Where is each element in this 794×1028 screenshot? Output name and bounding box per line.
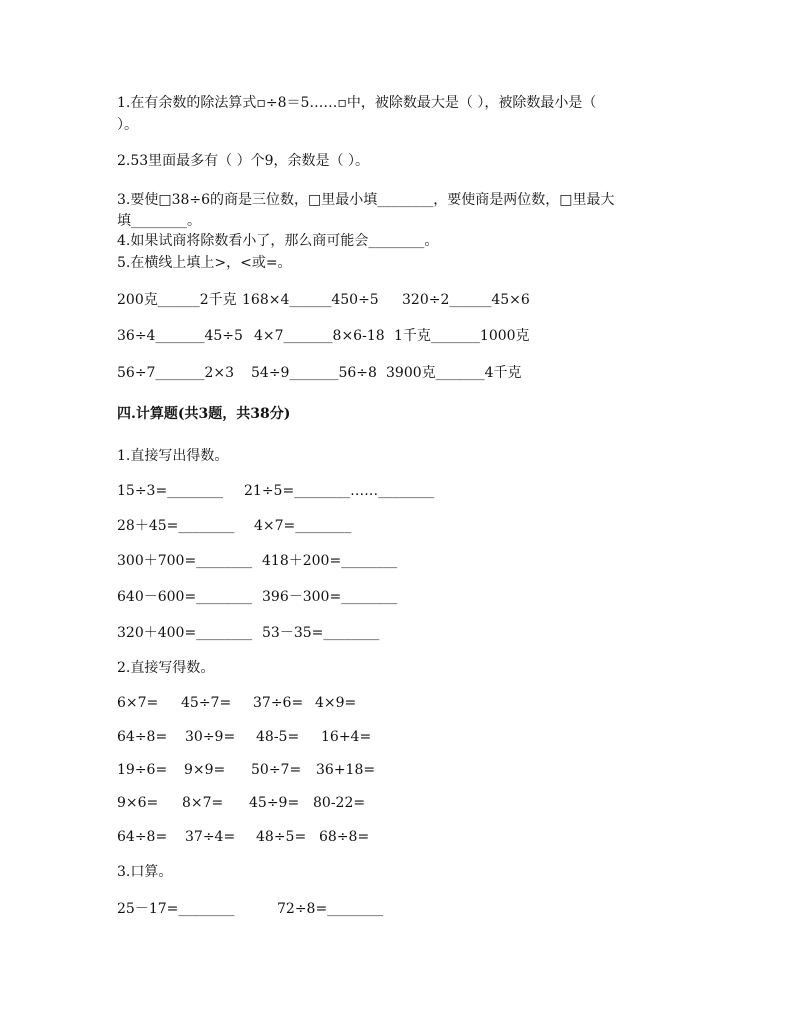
oral-item: 30÷9= <box>185 729 236 745</box>
oral-item: 6×7= <box>117 695 159 711</box>
calc-row <box>117 517 351 535</box>
mental-item: 25－17=________ <box>117 901 235 917</box>
oral-row <box>117 761 375 779</box>
mental-item: 72÷8=________ <box>277 901 384 917</box>
oral-item: 48-5= <box>256 729 300 745</box>
compare-item: 320÷2______45×6 <box>402 292 530 308</box>
question-4: 4.如果试商将除数看小了，那么商可能会________。 <box>117 233 439 249</box>
oral-item: 8×7= <box>182 795 224 811</box>
compare-item: 56÷7_______2×3 <box>117 365 234 381</box>
compare-item: 1千克_______1000克 <box>394 328 530 344</box>
oral-item: 45÷7= <box>181 695 232 711</box>
question-1-line-2: ）。 <box>117 117 138 133</box>
problem-3-title: 3.口算。 <box>117 864 173 880</box>
compare-item: 200克______2千克 <box>117 292 237 308</box>
mental-row <box>117 900 383 918</box>
oral-row <box>117 694 356 712</box>
question-1-line-1: 1.在有余数的除法算式▫÷8＝5……▫中，被除数最大是（ ），被除数最小是（ <box>117 95 597 111</box>
oral-row <box>117 794 365 812</box>
calc-item: 320＋400=________ <box>117 625 253 641</box>
calc-item: 300＋700=________ <box>117 553 253 569</box>
compare-item: 4×7_______8×6-18 <box>254 328 385 344</box>
compare-item: 36÷4_______45÷5 <box>117 328 243 344</box>
oral-item: 80-22= <box>313 795 366 811</box>
compare-row <box>117 291 530 309</box>
calc-row <box>117 624 379 642</box>
oral-item: 48÷5= <box>256 829 307 845</box>
oral-item: 9×9= <box>184 762 226 778</box>
compare-item: 54÷9_______56÷8 <box>251 365 377 381</box>
oral-item: 9×6= <box>117 795 159 811</box>
oral-item: 64÷8= <box>117 729 168 745</box>
calc-item: 28＋45=________ <box>117 518 235 534</box>
calc-item: 396－300=________ <box>262 589 398 605</box>
question-5: 5.在横线上填上>，<或=。 <box>117 255 292 271</box>
oral-item: 45÷9= <box>249 795 300 811</box>
question-3-line-1: 3.要使□38÷6的商是三位数，□里最小填________，要使商是两位数，□里最大 <box>117 192 615 208</box>
oral-item: 36+18= <box>316 762 376 778</box>
compare-row <box>117 327 530 345</box>
oral-row <box>117 828 369 846</box>
calc-row <box>117 588 397 606</box>
oral-item: 37÷6= <box>253 695 304 711</box>
oral-item: 19÷6= <box>117 762 168 778</box>
section-title: 四.计算题(共3题，共38分) <box>117 406 291 422</box>
calc-item: 15÷3=________ <box>117 483 224 499</box>
oral-item: 16+4= <box>321 729 372 745</box>
calc-item: 53－35=________ <box>262 625 380 641</box>
oral-item: 64÷8= <box>117 829 168 845</box>
problem-1-title: 1.直接写出得数。 <box>117 448 229 464</box>
calc-row <box>117 552 397 570</box>
calc-row <box>117 482 434 500</box>
oral-item: 50÷7= <box>251 762 302 778</box>
oral-row <box>117 728 371 746</box>
oral-item: 37÷4= <box>185 829 236 845</box>
problem-2-title: 2.直接写得数。 <box>117 660 215 676</box>
question-3-line-2: 填________。 <box>117 213 201 229</box>
calc-item: 21÷5=________……________ <box>244 483 435 499</box>
calc-item: 640－600=________ <box>117 589 253 605</box>
question-2: 2.53里面最多有（ ）个9，余数是（ ）。 <box>117 153 369 169</box>
oral-item: 68÷8= <box>319 829 370 845</box>
calc-item: 4×7=________ <box>254 518 352 534</box>
oral-item: 4×9= <box>315 695 357 711</box>
calc-item: 418＋200=________ <box>262 553 398 569</box>
compare-item: 168×4______450÷5 <box>242 292 379 308</box>
compare-item: 3900克_______4千克 <box>386 365 522 381</box>
compare-row <box>117 364 522 382</box>
